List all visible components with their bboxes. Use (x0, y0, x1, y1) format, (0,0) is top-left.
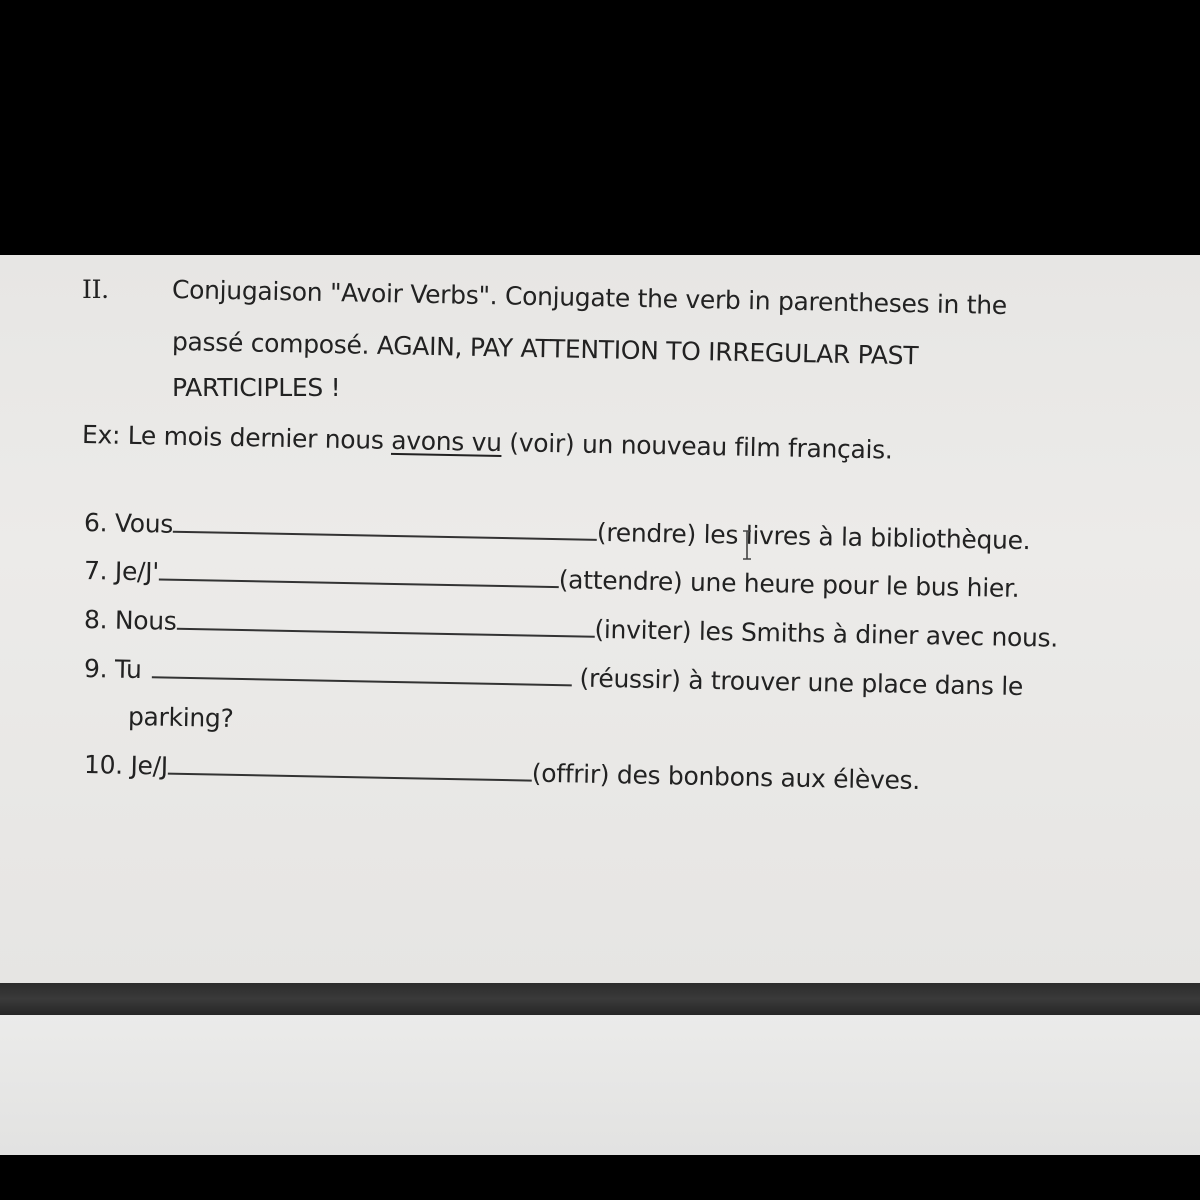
item-number: 8. (83, 605, 108, 635)
exercise-item-9-continuation: parking? (127, 702, 234, 734)
item-verb-clause: (réussir) à trouver une place dans le (579, 663, 1024, 702)
item-subject: Tu (114, 654, 142, 685)
answer-blank[interactable] (168, 755, 532, 782)
lower-surface (0, 1015, 1200, 1155)
worksheet-document (0, 255, 1200, 985)
exercise-item-9 (84, 654, 1024, 701)
answer-blank[interactable] (173, 513, 597, 541)
monitor-screen (0, 255, 1200, 985)
item-verb-clause: (inviter) les Smiths à diner avec nous. (594, 614, 1059, 653)
instructions-line-2: passé composé. AGAIN, PAY ATTENTION TO IRREGULAR PAST (171, 327, 919, 371)
example-sentence (82, 420, 893, 465)
answer-blank[interactable] (159, 560, 559, 588)
item-subject: Nous (114, 605, 177, 636)
exercise-item-10 (84, 750, 921, 795)
item-verb-clause: (offrir) des bonbons aux élèves. (531, 758, 921, 796)
item-verb-clause: (rendre) les livres à la bibliothèque. (596, 517, 1031, 556)
text-cursor-icon (742, 530, 752, 560)
item-subject: Je/J (130, 750, 169, 781)
item-number: 6. (83, 508, 108, 538)
item-number: 9. (83, 654, 108, 684)
instructions-line-1: Conjugaison "Avoir Verbs". Conjugate the verb in parentheses in the (171, 275, 1008, 321)
section-number: II. (82, 275, 109, 304)
monitor-bezel (0, 983, 1200, 1015)
example-answer: avons vu (390, 425, 502, 458)
item-verb-clause: (attendre) une heure pour le bus hier. (558, 565, 1020, 603)
item-subject: Je/J' (114, 556, 160, 587)
example-suffix: (voir) un nouveau film français. (509, 428, 893, 465)
item-number: 10. (83, 750, 124, 780)
answer-blank[interactable] (151, 658, 571, 686)
bottom-edge (0, 1155, 1200, 1200)
answer-blank[interactable] (176, 610, 594, 638)
exercise-item-6 (84, 508, 1031, 555)
item-number: 7. (83, 556, 108, 586)
example-prefix: Ex: Le mois dernier nous (81, 420, 384, 455)
item-subject: Vous (114, 508, 174, 539)
instructions-line-3: PARTICIPLES ! (172, 373, 341, 402)
exercise-item-7 (84, 556, 1020, 603)
exercise-item-8 (84, 605, 1058, 653)
